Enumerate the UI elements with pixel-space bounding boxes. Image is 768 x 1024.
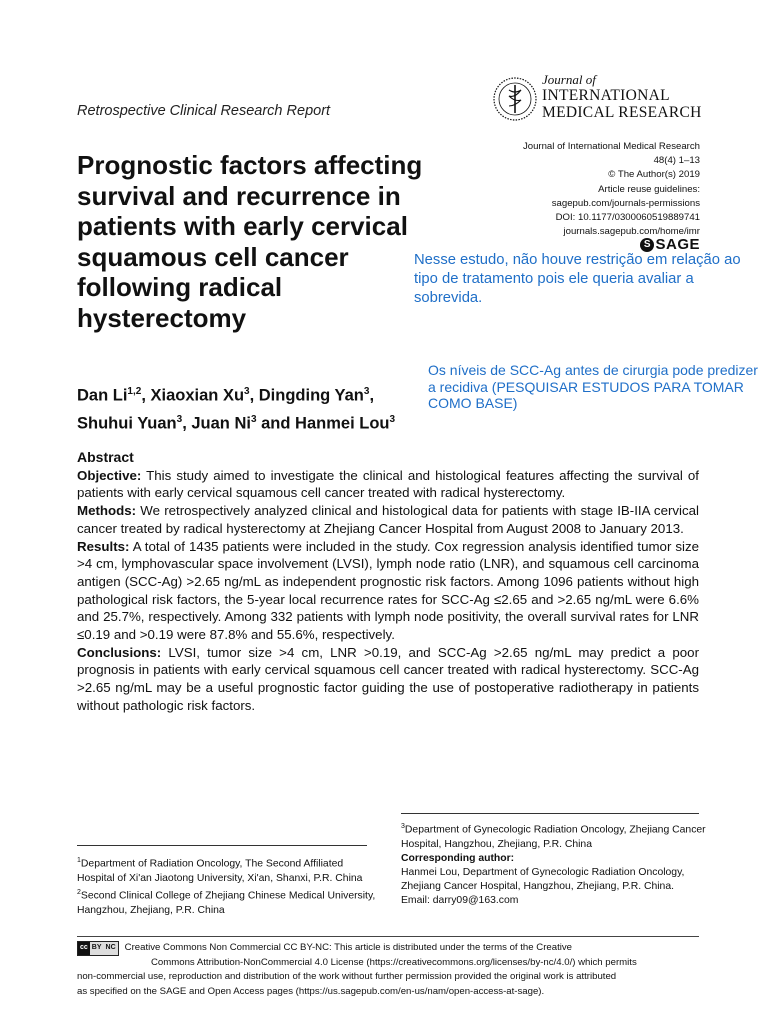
footnote-divider-right (401, 813, 699, 814)
author-affiliation-sup: 3 (244, 386, 250, 397)
journal-seal-icon (492, 76, 538, 122)
license-notice (77, 941, 699, 999)
license-line: Commons Attribution-NonCommercial 4.0 License (https://creativecommons.org/licenses/by-nc/4.0/) which permits (151, 957, 637, 968)
abstract-objective: Objective: This study aimed to investigate the clinical and histological features affecting the survival of patients with early cervical squamous cell cancer treated with radical hysterectomy. (77, 467, 699, 501)
meta-journal: Journal of International Medical Research (522, 141, 700, 152)
report-type: Retrospective Clinical Research Report (77, 103, 331, 119)
author-name: Dingding Yan (258, 386, 364, 405)
meta-reuse-label: Article reuse guidelines: (598, 183, 700, 195)
author-name: Juan Ni (191, 414, 251, 432)
meta-copyright: © The Author(s) 2019 (608, 169, 700, 181)
title-line: Prognostic factors affecting (77, 150, 423, 180)
license-line: Creative Commons Non Commercial CC BY-NC: This article is distributed under the terms of the Creative (124, 942, 572, 953)
publisher-name: SAGE (655, 236, 700, 253)
logo-line-3: MEDICAL RESEARCH (542, 104, 702, 121)
footnote-affiliation-1: $^1$Department of Radiation Oncology, The Second Affiliated Hospital of Xi'an Jiaotong University, Xi'an, Shanxi, P.R. China (77, 857, 363, 884)
logo-line-2: INTERNATIONAL (542, 87, 670, 104)
license-line: as specified on the SAGE and Open Access pages (https://us.sagepub.com/en-us/nam/open-access-at-sage). (77, 985, 545, 997)
corresponding-author-label: Corresponding author: (401, 852, 515, 864)
license-line: non-commercial use, reproduction and distribution of the work without further permission provided the original work is attributed (77, 971, 617, 983)
author-name: Xiaoxian Xu (150, 386, 245, 405)
footnotes-right (401, 820, 706, 909)
license-divider (77, 936, 699, 937)
corresponding-author-details: Hanmei Lou, Department of Gynecologic Radiation Oncology, Zhejiang Cancer Hospital, Hangzhou, Zhejiang, P.R. China. (401, 867, 685, 893)
author-affiliation-sup: 3 (389, 413, 396, 425)
annotation-note-2[interactable]: Os níveis de SCC-Ag antes de cirurgia pode predizer a recidiva (PESQUISAR ESTUDOS PARA TOMAR COMO BASE) (428, 362, 758, 411)
annotation-note-1[interactable]: Nesse estudo, não houve restrição em relação ao tipo de tratamento pois ele queria avaliar a sobrevida. (414, 252, 741, 306)
author-name: Shuhui Yuan (77, 414, 177, 432)
meta-doi[interactable]: DOI: 10.1177/0300060519889741 (555, 212, 700, 224)
journal-logo (492, 72, 722, 132)
cc-by-nc-badge-icon[interactable]: cc BY NC (77, 941, 119, 956)
author-affiliation-sup: 1,2 (127, 386, 142, 397)
meta-volume: 48(4) 1–13 (653, 155, 700, 167)
article-metadata (523, 140, 700, 239)
author-name: Dan Li (77, 386, 128, 405)
title-line: following radical (77, 272, 283, 302)
author-list: Dan Li$^{1,2}$, Xiaoxian Xu$^3$, Dingding Yan$^3$, Shuhui Yuan$^3$, Juan Ni$^3$ and Hanmei Lou$^3$ (77, 386, 396, 432)
abstract-methods: Methods: We retrospectively analyzed clinical and histological data for patients with stage IB-IIA cervical cancer treated by radical hysterectomy at Zhejiang Cancer Hospital from August 2008 to January 2013. (77, 503, 699, 536)
abstract-heading: Abstract (77, 449, 134, 465)
abstract (77, 449, 699, 715)
author-affiliation-sup: 3 (250, 413, 257, 425)
footnote-affiliation-3: $^3$Department of Gynecologic Radiation Oncology, Zhejiang Cancer Hospital, Hangzhou, Zhejiang, P.R. China (401, 823, 706, 850)
author-affiliation-sup: 3 (176, 413, 183, 425)
meta-permissions-link[interactable]: sagepub.com/journals-permissions (551, 197, 700, 209)
title-line: patients with early cervical (77, 211, 408, 241)
footnote-affiliation-2: $^2$Second Clinical College of Zhejiang Chinese Medical University, Hangzhou, Zhejiang, P.R. China (77, 888, 376, 916)
logo-line-1: Journal of (542, 72, 596, 87)
title-line: survival and recurrence in (77, 180, 401, 211)
sage-icon: S (640, 238, 654, 252)
footnote-divider-left (77, 845, 367, 846)
title-line: squamous cell cancer (77, 241, 349, 272)
author-affiliation-sup: 3 (363, 386, 370, 397)
abstract-results: Results: A total of 1435 patients were included in the study. Cox regression analysis identified tumor size >4 cm, lymphovascular space involvement (LVSI), lymph node ratio (LNR), and squamous cell carcinoma antigen (SCC-Ag) >2.65 ng/mL as independent prognostic risk factors. Among 1096 patients without high pathological risk factors, the 5-year local recurrence rates for SCC-Ag ≤2.65 and >2.65 ng/mL were 6.6% and 25.7%, respectively. Among 332 patients with lymph node positivity, the overall survival rates for LNR ≤0.19 and >0.19 were 87.8% and 55.6%, respectively. (77, 538, 699, 643)
title-line: hysterectomy (77, 302, 247, 333)
meta-journal-home-link[interactable]: journals.sagepub.com/home/imr (563, 226, 700, 238)
abstract-conclusions: Conclusions: LVSI, tumor size >4 cm, LNR >0.19, and SCC-Ag >2.65 ng/mL may predict a poor prognosis in patients with early cervical squamous cell cancer treated with radical hysterectomy. SCC-Ag >2.65 ng/mL may be a useful prognostic factor guiding the use of postoperative radiotherapy in patients without pathologic risk factors. (77, 644, 699, 713)
corresponding-author-email[interactable]: Email: darry09@163.com (401, 895, 519, 907)
footnotes-left (77, 854, 377, 918)
article-title (77, 150, 467, 333)
author-name: Hanmei Lou (295, 414, 390, 432)
